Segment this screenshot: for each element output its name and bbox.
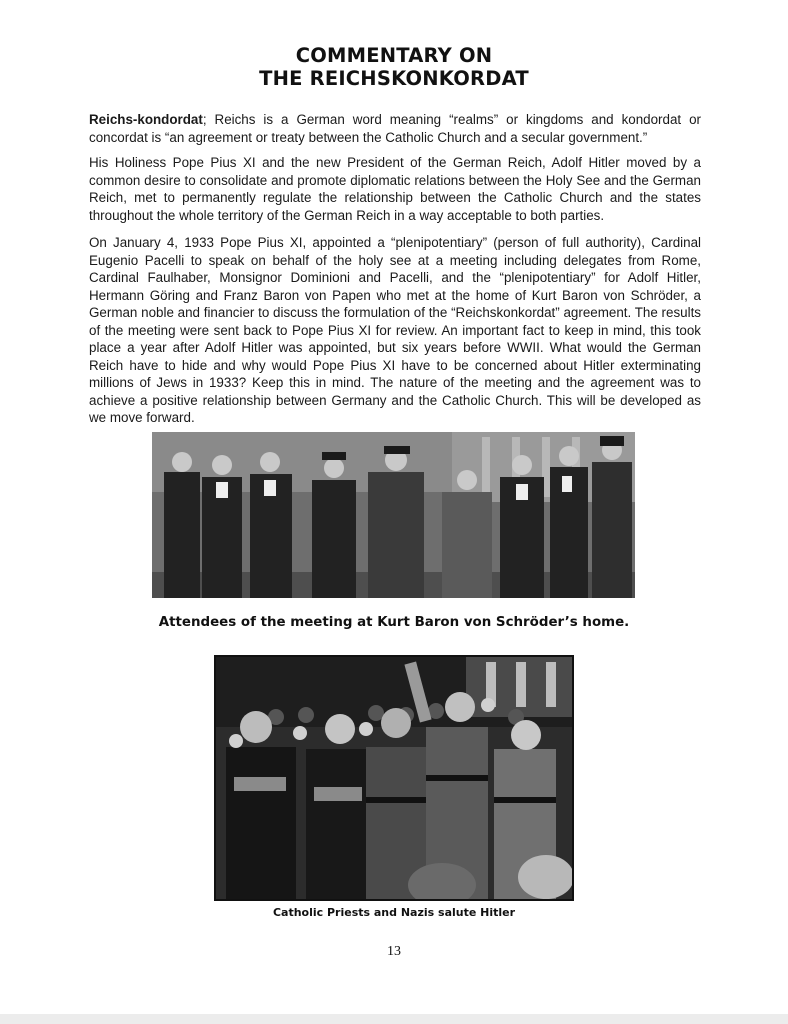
definition-text: ; Reichs is a German word meaning “realms” or kingdoms and kondordat or concordat is “an agreement or treaty between the Catholic Church and a secular government.” [89, 112, 701, 145]
paragraph-meeting: On January 4, 1933 Pope Pius XI, appointed a “plenipotentiary” (person of full authority), Cardinal Eugenio Pacelli to speak on behalf of the holy see at a meeting including delegates from Rome, Cardinal Faulhaber, Monsignor Dominioni and Pacelli, and the “plenipotentiary” for Adolf Hitler, Hermann Göring and Franz Baron von Papen who met at the home of Kurt Baron von Schröder, a German noble and financier to discuss the formulation of the “Reichskonkordat” agreement. The results of the meeting were sent back to Pope Pius XI for review. An important fact to keep in mind, this took place a year after Adolf Hitler was appointed, but six years before WWII. What would the German Reich have to hide and why would Pope Pius XI have to be concerned about Hitler exterminating millions of Jews in 1933? Keep this in mind. The nature of the meeting and the agreement was to achieve a positive relationship between Germany and the Catholic Church. This will be developed as we move forward. [89, 235, 701, 425]
photo-caption-attendees: Attendees of the meeting at Kurt Baron von Schröder’s home. [158, 615, 630, 630]
viewer-bottom-edge [0, 1014, 788, 1024]
paragraph-background: His Holiness Pope Pius XI and the new President of the German Reich, Adolf Hitler moved by a common desire to consolidate and promote diplomatic relations between the Holy See and the German Reich, met to permanently regulate the relationship between the Catholic Church and the states throughout the whole territory of the German Reich in a way acceptable to both parties. [89, 155, 701, 223]
page-title [0, 44, 788, 90]
page-number: 13 [387, 944, 401, 959]
title-line-2: THE REICHSKONKORDAT [259, 67, 529, 90]
definition-term: Reichs-kondordat [89, 112, 203, 127]
paragraph-definition [89, 111, 701, 146]
salute-photo [214, 655, 574, 901]
title-line-1: COMMENTARY ON [295, 44, 493, 67]
photo-caption-salute: Catholic Priests and Nazis salute Hitler [272, 906, 516, 919]
meeting-attendees-photo [152, 432, 635, 598]
